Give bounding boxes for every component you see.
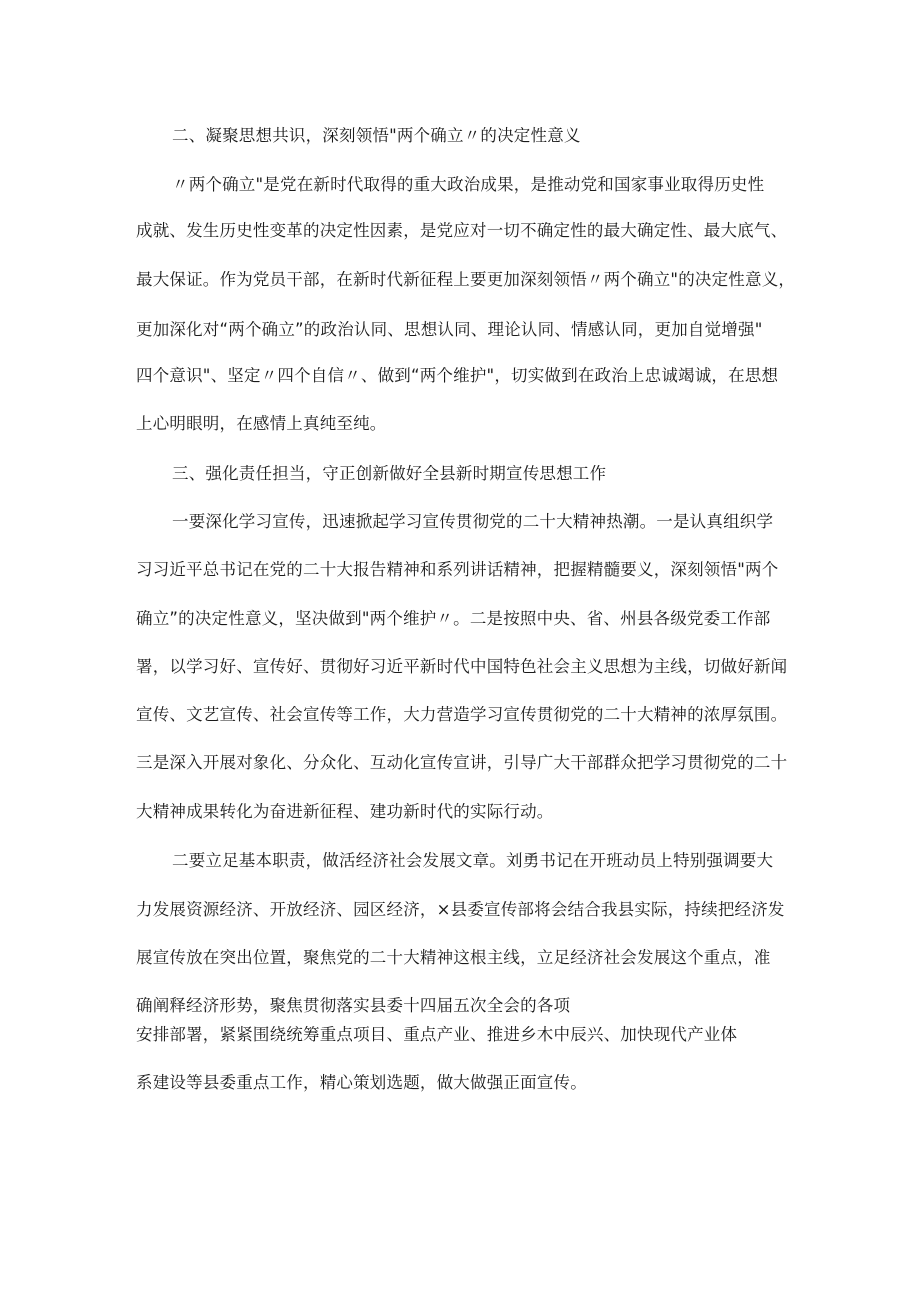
paragraph-line: 一要深化学习宣传，迅速掀起学习宣传贯彻党的二十大精神热潮。一是认真组织学: [172, 512, 774, 531]
paragraph-line: 宣传、文艺宣传、社会宣传等工作，大力营造学习宣传贯彻党的二十大精神的浓厚氛围。: [136, 705, 788, 724]
paragraph-line: 确立”的决定性意义，坚决做到"两个维护〃。二是按照中央、省、州县各级党委工作部: [136, 609, 771, 628]
paragraph-line: 安排部署，紧紧围绕统筹重点项目、重点产业、推进乡木中辰兴、加快现代产业体: [136, 1025, 738, 1044]
paragraph-line: 系建设等县委重点工作，精心策划选题，做大做强正面宣传。: [136, 1073, 587, 1092]
paragraph-line: 力发展资源经济、开放经济、园区经济，×县委宣传部将会结合我县实际，持续把经济发: [136, 900, 785, 919]
section-heading-2: 二、凝聚思想共识，深刻领悟"两个确立〃的决定性意义: [172, 126, 581, 145]
paragraph-line: 上心明眼明，在感情上真纯至纯。: [136, 414, 387, 433]
paragraph-line: 四个意识"、坚定〃四个自信〃、做到“两个维护"，切实做到在政治上忠诚竭诚，在思想: [136, 366, 779, 385]
section-heading-3: 三、强化责任担当，守正创新做好全县新时期宣传思想工作: [172, 464, 607, 483]
paragraph-line: 〃两个确立"是党在新时代取得的重大政治成果，是推动党和国家事业取得历史性: [172, 175, 765, 194]
paragraph-line: 署，以学习好、宣传好、贯彻好习近平新时代中国特色社会主义思想为主线，切做好新闻: [136, 657, 788, 676]
paragraph-line: 二要立足基本职责，做活经济社会发展文章。刘勇书记在开班动员上特别强调要大: [172, 851, 774, 870]
paragraph-line: 大精神成果转化为奋进新征程、建功新时代的实际行动。: [136, 802, 554, 821]
paragraph-line: 展宣传放在突出位置，聚焦党的二十大精神这根主线，立足经济社会发展这个重点，准: [136, 948, 771, 967]
paragraph-line: 更加深化对“两个确立”的政治认同、思想认同、理论认同、情感认同，更加自觉增强": [136, 320, 763, 339]
paragraph-line: 成就、发生历史性变革的决定性因素，是党应对一切不确定性的最大确定性、最大底气、: [136, 221, 788, 240]
paragraph-line: 最大保证。作为党员干部，在新时代新征程上要更加深刻领悟〃两个确立"的决定性意义，: [136, 270, 796, 289]
paragraph-line: 习习近平总书记在党的二十大报告精神和系列讲话精神，把握精髓要义，深刻领悟"两个: [136, 560, 779, 579]
paragraph-line: 三是深入开展对象化、分众化、互动化宣传宣讲，引导广大干部群众把学习贯彻党的二十: [136, 753, 788, 772]
paragraph-line: 确阐释经济形势，聚焦贯彻落实县委十四届五次全会的各项: [136, 996, 571, 1015]
